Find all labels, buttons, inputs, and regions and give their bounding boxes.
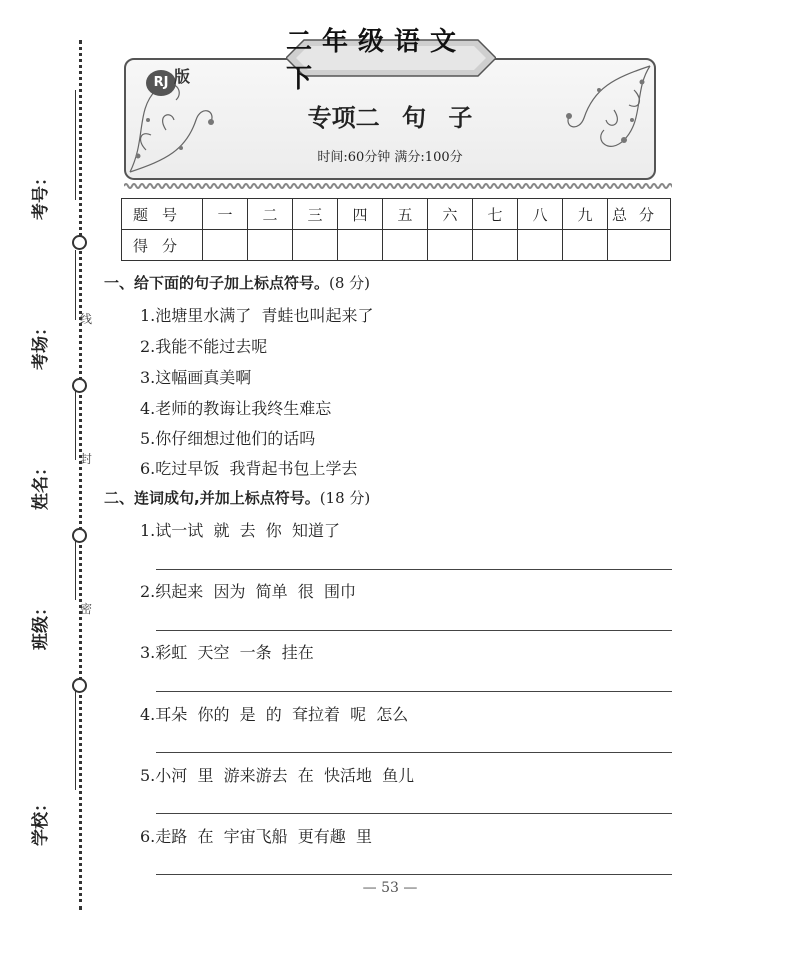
total-score-cell[interactable] xyxy=(608,230,671,261)
section-1-title xyxy=(104,272,370,293)
time-score-info: 时间:60分钟 满分:100分 xyxy=(317,150,463,165)
section-2-title xyxy=(104,487,370,508)
answer-line[interactable] xyxy=(156,874,672,875)
binding-strip xyxy=(0,0,100,961)
name-label: 姓名： xyxy=(31,459,51,510)
section-2-item: 3.彩虹 天空 一条 挂在 xyxy=(140,643,314,662)
section-2-item: 4.耳朵 你的 是 的 耷拉着 呢 怎么 xyxy=(140,705,409,724)
school-label: 学校： xyxy=(31,795,51,846)
score-cell[interactable] xyxy=(248,230,293,261)
column-header: 八 xyxy=(518,199,563,230)
edition-code: RJ xyxy=(146,70,176,96)
cut-circle xyxy=(72,235,87,250)
score-cell[interactable] xyxy=(203,230,248,261)
score-cell[interactable] xyxy=(293,230,338,261)
column-header: 九 xyxy=(563,199,608,230)
column-header: 四 xyxy=(338,199,383,230)
section-1-item: 1.池塘里水满了 青蛙也叫起来了 xyxy=(140,306,374,325)
exam-number-label: 考号： xyxy=(31,169,51,220)
answer-line[interactable] xyxy=(156,569,672,570)
series-title: 二年级语文下 xyxy=(286,27,467,94)
column-header: 三 xyxy=(293,199,338,230)
score-cell[interactable] xyxy=(383,230,428,261)
answer-line[interactable] xyxy=(156,813,672,814)
score-cell[interactable] xyxy=(473,230,518,261)
section-2-item: 1.试一试 就 去 你 知道了 xyxy=(140,521,340,540)
score-cell[interactable] xyxy=(563,230,608,261)
section-1-item: 3.这幅画真美啊 xyxy=(140,368,252,387)
answer-line[interactable] xyxy=(156,752,672,753)
page-title: 专项二 句 子 xyxy=(307,104,473,132)
cut-dotted-line xyxy=(79,40,82,910)
floral-ornament-right xyxy=(534,60,654,178)
column-header: 二 xyxy=(248,199,293,230)
score-cell[interactable] xyxy=(338,230,383,261)
score-row-header: 得分 xyxy=(122,230,203,261)
edition-label: 版 xyxy=(174,67,191,86)
cut-word-mi: 密 xyxy=(80,602,93,616)
question-number-header: 题号 xyxy=(122,199,203,230)
column-header: 六 xyxy=(428,199,473,230)
section-1-item: 5.你仔细想过他们的话吗 xyxy=(140,429,316,448)
section-1-points: (8 分) xyxy=(329,274,371,292)
cut-word-feng: 封 xyxy=(80,452,93,466)
section-2-item: 2.织起来 因为 简单 很 围巾 xyxy=(140,582,356,601)
exam-room-label: 考场： xyxy=(31,319,51,370)
section-2-item: 5.小河 里 游来游去 在 快活地 鱼儿 xyxy=(140,766,415,785)
score-table-score-row xyxy=(122,230,671,261)
score-table-header-row xyxy=(122,199,671,230)
edition-badge xyxy=(146,64,202,96)
page-number: — 53 — xyxy=(362,880,418,896)
column-header: 七 xyxy=(473,199,518,230)
cut-word-xian: 线 xyxy=(80,312,93,326)
wavy-divider xyxy=(124,182,672,190)
score-cell[interactable] xyxy=(428,230,473,261)
column-header: 五 xyxy=(383,199,428,230)
answer-line[interactable] xyxy=(156,630,672,631)
section-1-item: 2.我能不能过去呢 xyxy=(140,337,268,356)
section-1-item: 4.老师的教诲让我终生难忘 xyxy=(140,399,332,418)
column-header: 一 xyxy=(203,199,248,230)
section-1-heading: 一、给下面的句子加上标点符号。 xyxy=(104,274,330,292)
score-cell[interactable] xyxy=(518,230,563,261)
series-title-banner xyxy=(286,27,496,94)
section-1-item: 6.吃过早饭 我背起书包上学去 xyxy=(140,459,358,478)
section-2-item: 6.走路 在 宇宙飞船 更有趣 里 xyxy=(140,827,372,846)
class-label: 班级： xyxy=(31,599,51,650)
score-table xyxy=(121,198,671,261)
section-2-heading: 二、连词成句,并加上标点符号。 xyxy=(104,489,320,507)
section-2-points: (18 分) xyxy=(319,489,371,507)
answer-line[interactable] xyxy=(156,691,672,692)
total-header: 总分 xyxy=(608,199,671,230)
